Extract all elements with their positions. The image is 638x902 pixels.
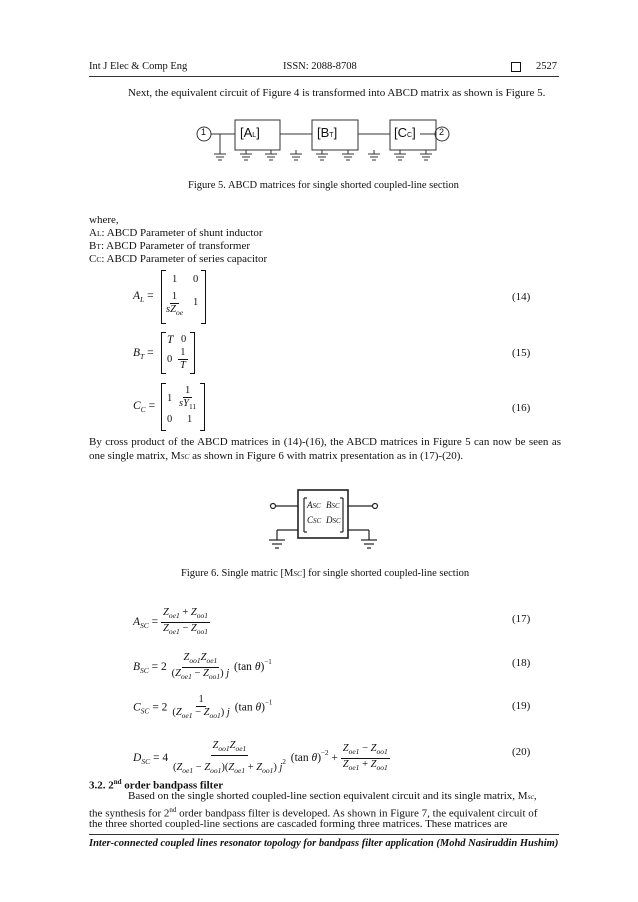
- issn: ISSN: 2088-8708: [283, 61, 357, 72]
- journal-name: Int J Elec & Comp Eng: [89, 61, 188, 72]
- eq15-number: (15): [512, 347, 531, 359]
- fig6-b: [326, 500, 340, 510]
- eq20: $D_{SC} = 4$ $\frac{Z_{oo1}Z_{oe1}}{(Z_{oe1} - Z_{oo1})(Z_{oe1} + Z_{oo1}) j^2}$ (tan θ)$^{-2}$ + $\frac{Z_{oe1} - Z_{oo1}}{Z_{oe1} + Z_{oo1}}$: [133, 740, 388, 775]
- eq16-frac-num: 1: [184, 385, 191, 396]
- section-title-post: order bandpass filter: [121, 779, 224, 792]
- fig6-d-sub: SC: [332, 517, 341, 525]
- eq15-var: B: [133, 347, 141, 359]
- block-a-label: [240, 125, 260, 140]
- fig6-b-sub: SC: [331, 502, 340, 510]
- eq17: $A_{SC}$ = $\frac{Z_{oe1} + Z_{oo1}}{Z_{oe1} - Z_{oo1}}$: [133, 607, 208, 636]
- eq16-bracket-right: [200, 383, 205, 431]
- eq16-frac-den-sub: 11: [188, 402, 197, 411]
- fig6-d-var: D: [326, 515, 333, 525]
- eq16-number: (16): [512, 402, 531, 414]
- eq14-cell-11: 1: [172, 274, 178, 285]
- where-c: [89, 253, 267, 267]
- fig6-c-sub: SC: [313, 517, 322, 525]
- section-body-1-sub: sc: [527, 792, 534, 801]
- section-body-2-sup: nd: [169, 806, 177, 814]
- section-body-line1: [128, 790, 537, 804]
- checkbox-icon: [511, 62, 521, 72]
- eq14-equals: =: [144, 290, 154, 302]
- footer-text: Inter-connected coupled lines resonator topology for bandpass filter application (Mohd Nasiruddin Hushim): [89, 838, 559, 849]
- eq15-bracket-left: [161, 332, 166, 374]
- paragraph-matrix: [89, 436, 561, 463]
- where-b-var: B: [89, 240, 97, 252]
- block-b-sub: T: [329, 132, 334, 139]
- eq16-cell-22: 1: [187, 414, 193, 425]
- intro-text: Next, the equivalent circuit of Figure 4 is transformed into ABCD matrix as shown is Figure 5.: [128, 87, 546, 99]
- fig6-a: [307, 500, 321, 510]
- section-body-line3: the three shorted coupled-line sections are cascaded forming three matrices. These matrices are: [89, 818, 508, 830]
- block-c-text: [C: [394, 125, 407, 140]
- eq19: $C_{SC} = 2$ $\frac{1}{(Z_{oe1} - Z_{oo1}) j}$ (tan θ)$^{-1}$: [133, 694, 273, 720]
- figure-6-caption-pre: Figure 6. Single matric [M: [181, 568, 294, 579]
- eq15-cell-21: 0: [167, 354, 173, 365]
- figure-6-caption-post: ] for single shorted coupled-line section: [302, 568, 470, 579]
- eq18: $B_{SC} = 2$ $\frac{Z_{oo1}Z_{oe1}}{(Z_{oe1} - Z_{oo1}) j}$ (tan θ)$^{-1}$: [133, 652, 272, 681]
- eq17-number: (17): [512, 613, 531, 625]
- block-b-label: [317, 125, 337, 140]
- eq14-cell-21: [164, 291, 185, 319]
- eq14-var: A: [133, 290, 141, 302]
- eq14-lhs: [133, 290, 154, 304]
- eq15-bracket-right: [190, 332, 195, 374]
- eq14-bracket-right: [201, 270, 206, 324]
- where-b: [89, 240, 250, 254]
- eq14-var-sub: L: [140, 295, 145, 304]
- section-title-sup: nd: [113, 778, 122, 786]
- where-c-var: C: [89, 253, 97, 265]
- where-c-sub: C: [96, 255, 102, 264]
- eq16-var: C: [133, 400, 141, 412]
- section-body-1-end: ,: [533, 790, 537, 802]
- section-body-1: Based on the single shorted coupled-line section equivalent circuit and its single matrix, M: [128, 790, 528, 802]
- eq14-cell-12: 0: [193, 274, 199, 285]
- section-title-pre: 3.2. 2: [89, 779, 114, 792]
- port-2-label: 2: [439, 127, 445, 137]
- where-c-text: : ABCD Parameter of series capacitor: [101, 253, 268, 265]
- eq15-frac-den: T: [180, 360, 186, 371]
- figure-6-caption-sub: SC: [293, 569, 303, 578]
- where-b-sub: T: [96, 242, 101, 251]
- eq16-bracket-left: [161, 383, 166, 431]
- eq19-number: (19): [512, 700, 531, 712]
- eq15-cell-12: 0: [181, 334, 187, 345]
- fig6-d: [326, 515, 341, 525]
- section-body-2-end: order bandpass filter is developed. As shown in Figure 7, the equivalent circuit of: [176, 807, 538, 820]
- eq16-var-sub: C: [140, 405, 146, 414]
- eq16-cell-21: 0: [167, 414, 173, 425]
- eq16-lhs: [133, 400, 155, 414]
- fig6-c-var: C: [307, 515, 314, 525]
- where-b-text: : ABCD Parameter of transformer: [100, 240, 251, 252]
- eq16-equals: =: [145, 400, 156, 412]
- block-c-label: [394, 125, 416, 140]
- paragraph-matrix-sub: SC: [180, 451, 190, 461]
- where-a: [89, 227, 263, 241]
- block-b-text: [B: [317, 125, 330, 140]
- block-a-text: [A: [240, 125, 253, 140]
- eq14-frac-num: 1: [171, 291, 178, 302]
- fig6-a-var: A: [307, 500, 313, 510]
- eq15-equals: =: [144, 347, 154, 359]
- fig6-c: [307, 515, 321, 525]
- paragraph-matrix-end: as shown in Figure 6 with matrix presentation as in (17)-(20).: [189, 449, 464, 462]
- eq14-frac-den-sub: oe: [175, 308, 184, 317]
- fig6-b-var: B: [326, 500, 332, 510]
- eq15-var-sub: T: [140, 352, 145, 361]
- where-heading: where,: [89, 214, 119, 226]
- block-c-sub: C: [407, 132, 413, 139]
- paragraph-matrix-text: By cross product of the ABCD matrices in (14)-(16), the ABCD matrices in Figure 5 can now be seen as one single matrix, M: [89, 436, 561, 462]
- figure-6-caption: [181, 568, 469, 579]
- eq15-frac-num: 1: [180, 347, 186, 358]
- eq16-frac-den: sY: [179, 398, 189, 409]
- port-1-label: 1: [201, 127, 207, 137]
- block-a-sub: L: [252, 132, 257, 139]
- fig6-a-sub: SC: [312, 502, 321, 510]
- where-a-var: A: [89, 227, 97, 239]
- eq14-number: (14): [512, 291, 531, 303]
- eq16-cell-11: 1: [167, 393, 173, 404]
- where-a-sub: L: [96, 229, 102, 238]
- eq16-cell-12: [177, 385, 198, 413]
- figure-6-diagram: [265, 488, 383, 554]
- where-a-text: : ABCD Parameter of shunt inductor: [101, 227, 263, 239]
- page-number: 2527: [536, 61, 557, 72]
- eq14-cell-22: 1: [193, 297, 199, 308]
- block-b-close: ]: [333, 125, 338, 140]
- eq15-lhs: [133, 347, 154, 361]
- eq14-frac-den: sZ: [166, 304, 176, 315]
- footer-rule: [89, 834, 559, 835]
- eq15-cell-22: [178, 347, 188, 372]
- block-a-close: ]: [256, 125, 260, 140]
- eq20-number: (20): [512, 746, 531, 758]
- eq15-cell-11: T: [167, 334, 174, 346]
- block-c-close: ]: [412, 125, 416, 140]
- figure-5-caption: Figure 5. ABCD matrices for single shorted coupled-line section: [188, 180, 459, 191]
- section-body-2: the synthesis for 2: [89, 807, 170, 820]
- eq18-number: (18): [512, 657, 531, 669]
- header-rule: [89, 76, 559, 77]
